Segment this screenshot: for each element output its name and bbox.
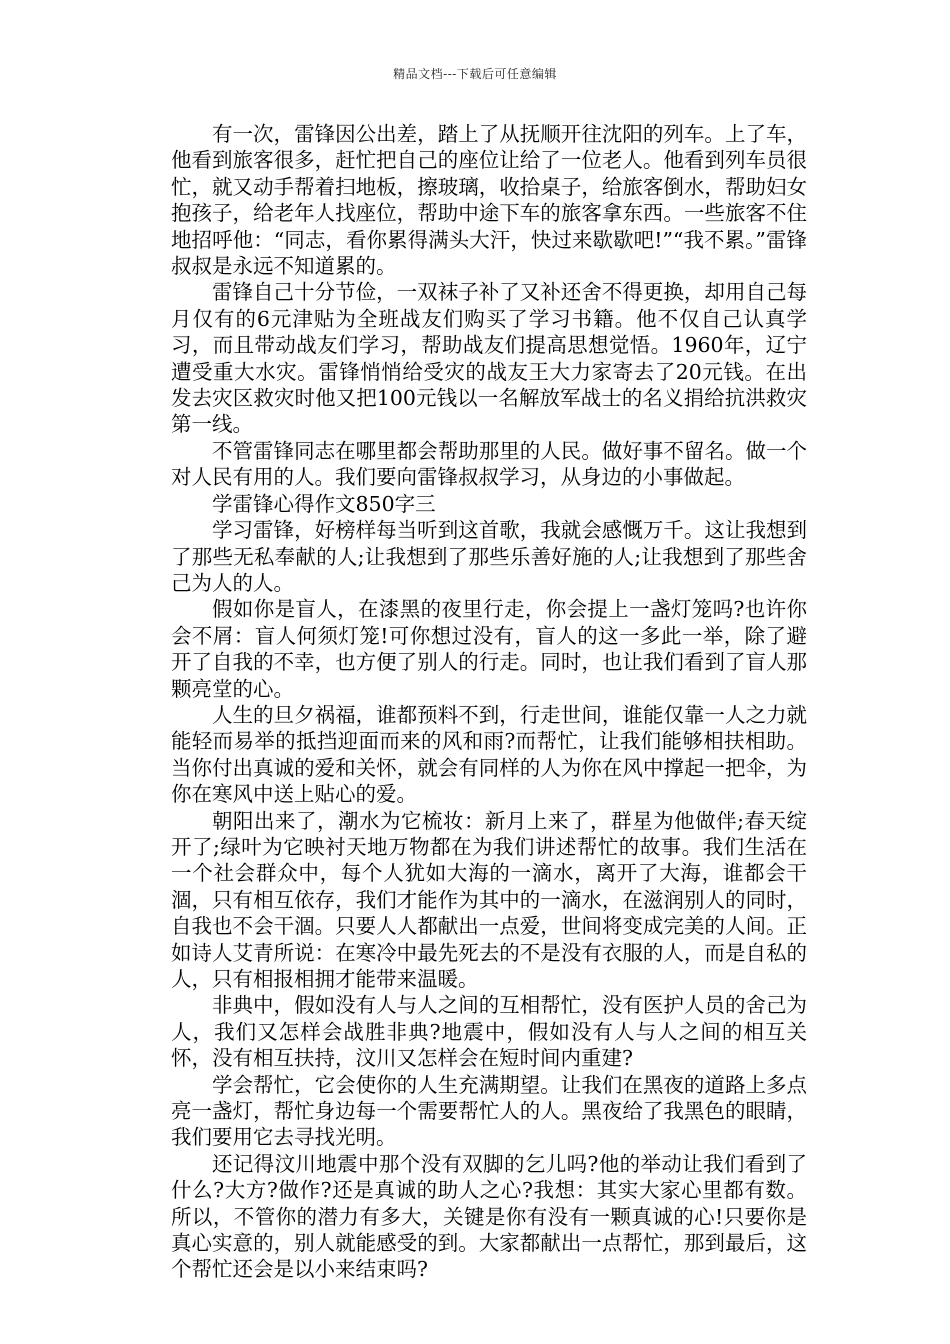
section-title: 学雷锋心得作文850字三 xyxy=(212,491,436,516)
paragraph: 非典中，假如没有人与人之间的互相帮忙，没有医护人员的舍己为人，我们又怎样会战胜非典?地震中，假如没有人与人之间的相互关怀，没有相互扶持，汶川又怎样会在短时间内重建? xyxy=(171,993,807,1071)
paragraph: 不管雷锋同志在哪里都会帮助那里的人民。做好事不留名。做一个对人民有用的人。我们要向雷锋叔叔学习，从身边的小事做起。 xyxy=(171,438,807,490)
paragraph: 朝阳出来了，潮水为它梳妆：新月上来了，群星为他做伴;春天绽开了;绿叶为它映衬天地万物都在为我们讲述帮忙的故事。我们生活在一个社会群众中，每个人犹如大海的一滴水，离开了大海，谁都会干涸，只有相互依存，我们才能作为其中的一滴水，在滋润别人的同时，自我也不会干涸。只要人人都献出一点爱，世间将变成完美的人间。正如诗人艾青所说：在寒冷中最先死去的不是没有衣服的人，而是自私的人，只有相报相拥才能带来温暖。 xyxy=(171,808,807,991)
paragraph: 还记得汶川地震中那个没有双脚的乞儿吗?他的举动让我们看到了什么?大方?做作?还是真诚的助人之心?我想：其实大家心里都有数。所以，不管你的潜力有多大，关键是你有没有一颗真诚的心!只要你是真心实意的，别人就能感受的到。大家都献出一点帮忙，那到最后，这个帮忙还会是以小来结束吗? xyxy=(171,1151,807,1282)
paragraph: 学习雷锋，好榜样每当听到这首歌，我就会感慨万千。这让我想到了那些无私奉献的人;让我想到了那些乐善好施的人;让我想到了那些舍己为人的人。 xyxy=(171,518,807,595)
paragraph: 假如你是盲人，在漆黑的夜里行走，你会提上一盏灯笼吗?也许你会不屑：盲人何须灯笼!可你想过没有，盲人的这一多此一举，除了避开了自我的不幸，也方便了别人的行走。同时，也让我们看到了盲人那颗亮堂的心。 xyxy=(171,597,807,701)
paragraph: 学会帮忙，它会使你的人生充满期望。让我们在黑夜的道路上多点亮一盏灯，帮忙身边每一个需要帮忙人的人。黑夜给了我黑色的眼睛，我们要用它去寻找光明。 xyxy=(171,1072,807,1150)
document-body xyxy=(171,121,807,1283)
paragraph: 有一次，雷锋因公出差，踏上了从抚顺开往沈阳的列车。上了车，他看到旅客很多，赶忙把自己的座位让给了一位老人。他看到列车员很忙，就又动手帮着扫地板，擦玻璃，收拾桌子，给旅客倒水，帮助妇女抱孩子，给老年人找座位，帮助中途下车的旅客拿东西。一些旅客不住地招呼他：“同志，看你累得满头大汗，快过来歇歇吧!”“我不累。”雷锋叔叔是永远不知道累的。 xyxy=(171,122,807,279)
paragraph: 雷锋自己十分节俭，一双袜子补了又补还舍不得更换，却用自己每月仅有的6元津贴为全班战友们购买了学习书籍。他不仅自己认真学习，而且带动战友们学习，帮助战友们提高思想觉悟。1960年，辽宁遭受重大水灾。雷锋悄悄给受灾的战友王大力家寄去了20元钱。在出发去灾区救灾时他又把100元钱以一名解放军战士的名义捐给抗洪救灾第一线。 xyxy=(171,280,807,437)
page-header: 精品文档---下载后可任意编辑 xyxy=(393,67,557,81)
paragraph: 人生的旦夕祸福，谁都预料不到，行走世间，谁能仅靠一人之力就能轻而易举的抵挡迎面而来的风和雨?而帮忙，让我们能够相扶相助。当你付出真诚的爱和关怀，就会有同样的人为你在风中撑起一把伞，为你在寒风中送上贴心的爱。 xyxy=(171,702,807,807)
